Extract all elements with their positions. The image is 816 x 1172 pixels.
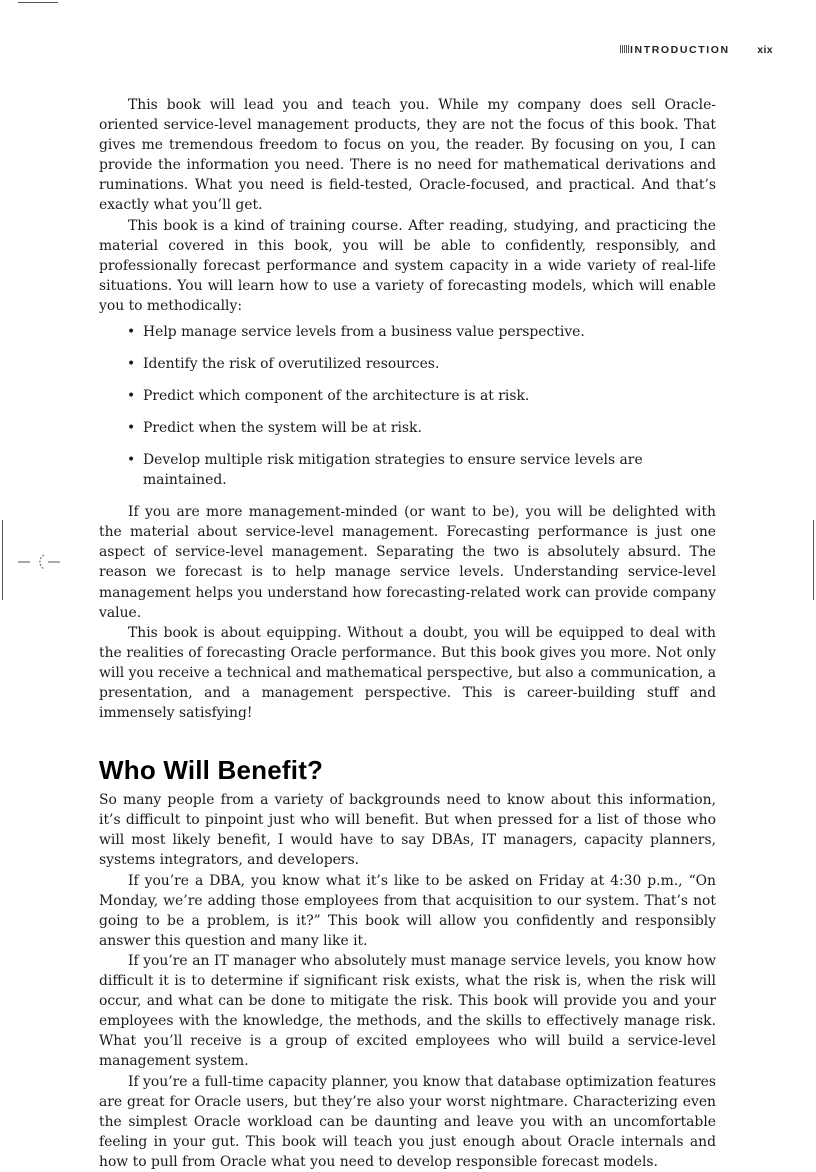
body-paragraph: If you are more management-minded (or want to be), you will be delighted with the material about service-level management. Forecasting performance is just one aspect of service-level management. Separating the two is absolutely absurd. The reason we forecast is to help manage service levels. Understanding service-level management helps you understand how forecasting-related work can provide company value. xyxy=(99,504,716,621)
running-title: INTRODUCTION xyxy=(630,44,730,56)
body-paragraph: This book will lead you and teach you. While my company does sell Oracle-oriented service-level management products, they are not the focus of this book. That gives me tremendous freedom to focus on you, the reader. By focusing on you, I can provide the information you need. There is no need for mathematical derivations and ruminations. What you need is field-tested, Oracle-focused, and practical. And that’s exactly what you’ll get. xyxy=(99,97,716,214)
crop-mark-right xyxy=(813,520,814,600)
list-item xyxy=(127,354,716,374)
bullet-icon: • xyxy=(127,451,136,468)
list-item-text: Help manage service levels from a business value perspective. xyxy=(143,324,585,341)
list-item xyxy=(127,386,716,406)
list-item-text: Predict when the system will be at risk. xyxy=(143,419,422,436)
bullet-icon: • xyxy=(127,388,136,404)
running-header xyxy=(620,44,773,58)
body-paragraph: This book is a kind of training course. After reading, studying, and practicing the material covered in this book, you will be able to confidently, responsibly, and professionally forecast performance and system capacity in a wide variety of real-life situations. You will learn how to use a variety of forecasting models, which will enable you to methodically: xyxy=(99,217,716,314)
bullet-icon: • xyxy=(127,324,136,341)
list-item xyxy=(127,450,716,490)
page-number: xix xyxy=(757,44,773,56)
body-paragraph: If you’re a DBA, you know what it’s like to be asked on Friday at 4:30 p.m., “On Monday, we’re adding those employees from that acquisition to our system. That’s not going to be a problem, is it?” This book will allow you confidently and responsibly answer this question and many like it. xyxy=(99,872,716,949)
list-item xyxy=(127,322,716,342)
body-paragraph: If you’re an IT manager who absolutely must manage service levels, you know how difficult it is to determine if significant risk exists, what the risk is, when the risk will occur, and what can be done to mitigate the risk. This book will provide you and your employees with the knowledge, the methods, and the skills to effectively manage risk. What you’ll receive is a group of excited employees who will build a service-level management system. xyxy=(99,952,716,1070)
list-item xyxy=(127,418,716,438)
bullet-icon: • xyxy=(127,356,136,373)
crop-mark-top xyxy=(18,2,58,3)
bullet-icon: • xyxy=(127,419,136,436)
body-paragraph: So many people from a variety of backgrounds need to know about this information, it’s difficult to pinpoint just who will benefit. But when pressed for a list of those who will most likely benefit, I would have to say DBAs, IT managers, capacity planners, systems integrators, and developers. xyxy=(99,792,716,869)
list-item-text: Identify the risk of overutilized resources. xyxy=(143,356,440,373)
section-heading: Who Will Benefit? xyxy=(99,755,324,786)
body-paragraph: If you’re a full-time capacity planner, you know that database optimization features are great for Oracle users, but they’re also your worst nightmare. Characterizing even the simplest Oracle workload can be daunting and leave you with an uncomfortable feeling in your gut. This book will teach you just enough about Oracle internals and how to pull from Oracle what you need to develop responsible forecast models. xyxy=(99,1073,716,1170)
registration-mark-icon xyxy=(18,552,60,572)
crop-mark-left xyxy=(2,520,3,600)
bullet-list xyxy=(99,322,716,490)
list-item-text: Develop multiple risk mitigation strategies to ensure service levels are maintained. xyxy=(143,451,643,489)
header-marker-icon xyxy=(620,45,629,53)
body-paragraph: This book is about equipping. Without a doubt, you will be equipped to deal with the realities of forecasting Oracle performance. But this book gives you more. Not only will you receive a technical and mathematical perspective, but also a communication, a presentation, and a management perspective. This is career-building stuff and immensely satisfying! xyxy=(99,624,716,722)
page-body xyxy=(99,95,716,1172)
list-item-text: Predict which component of the architecture is at risk. xyxy=(143,388,530,404)
